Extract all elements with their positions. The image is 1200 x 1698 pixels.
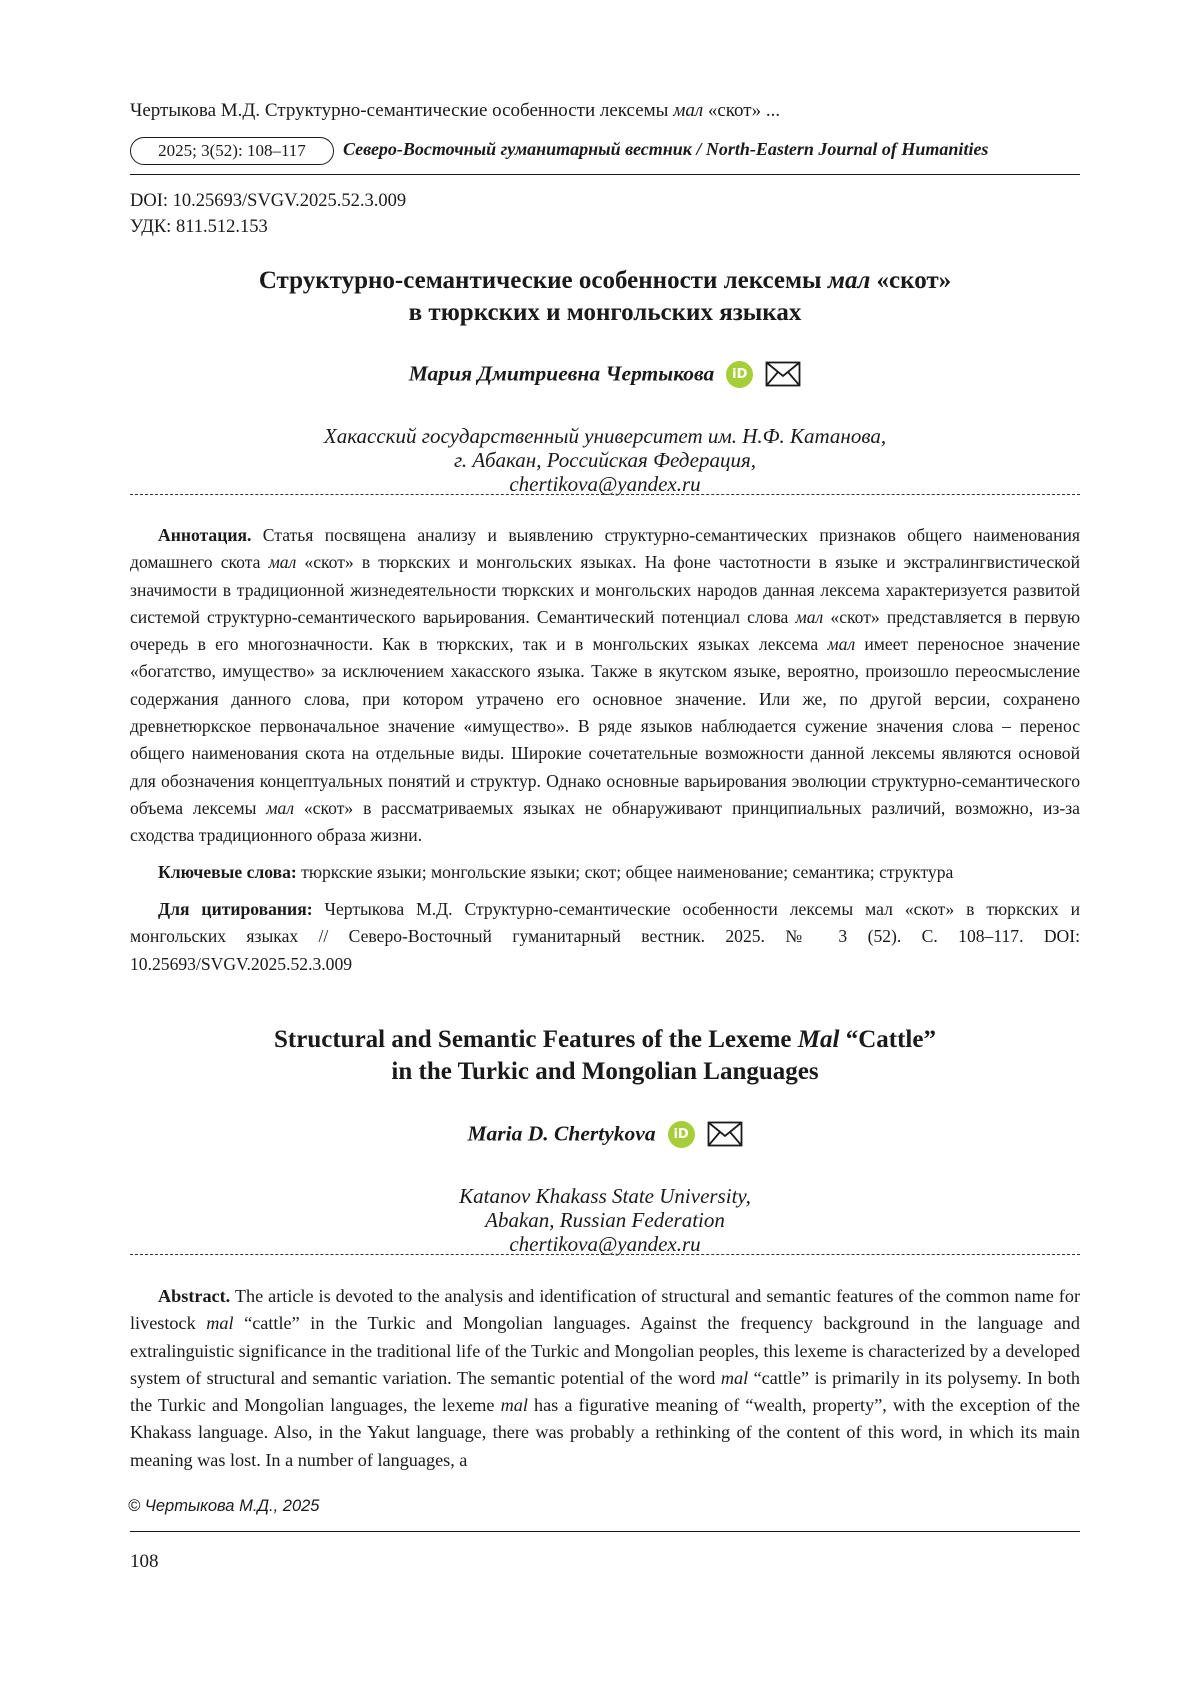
orcid-icon[interactable]: iD	[668, 1121, 695, 1148]
header-divider	[130, 174, 1080, 175]
running-title: Чертыкова М.Д. Структурно-семантические особенности лексемы мал «скот» ...	[130, 100, 781, 121]
ru-citation: Для цитирования: Чертыкова М.Д. Структурно-семантические особенности лексемы мал «скот» в тюркских и монгольских языках // Северо-Восточный гуманитарный вестник. 2025. № 3 (52). С. 108–117. DOI: 10.25693/SVGV.2025.52.3.009	[130, 899, 1080, 974]
en-article-title: Structural and Semantic Features of the Lexeme Mal “Cattle” in the Turkic and Mongolian Languages	[274, 1026, 936, 1085]
en-affiliation: Katanov Khakass State University, Abakan, Russian Federation chertikova@yandex.ru	[130, 1184, 1080, 1256]
ru-article-title: Структурно-семантические особенности лексемы мал «скот» в тюркских и монгольских языках	[258, 267, 952, 326]
journal-name: Северо-Восточный гуманитарный вестник / North-Eastern Journal of Humanities	[343, 139, 989, 159]
ru-author-row	[130, 360, 1080, 388]
mail-icon[interactable]	[707, 1121, 743, 1147]
dashed-divider	[130, 494, 1080, 495]
ru-author-name: Мария Дмитриевна Чертыкова	[408, 361, 715, 386]
orcid-icon[interactable]: iD	[726, 361, 753, 388]
ru-keywords: Ключевые слова: тюркские языки; монгольские языки; скот; общее наименование; семантика; структура	[158, 862, 954, 882]
doi[interactable]: DOI: 10.25693/SVGV.2025.52.3.009	[130, 191, 407, 211]
mail-icon[interactable]	[765, 361, 801, 387]
footer-divider	[130, 1531, 1080, 1532]
en-author-name: Maria D. Chertykova	[467, 1121, 656, 1146]
ru-email[interactable]: chertikova@yandex.ru	[509, 472, 701, 496]
issue-reference: 2025; 3(52): 108–117	[130, 137, 334, 165]
ru-abstract: Аннотация. Статья посвящена анализу и выявлению структурно-семантических признаков общего наименования домашнего скота мал «скот» в тюркских и монгольских языках. На фоне частотности в языке и экстралингвистической значимости в традиционной жизнедеятельности тюркских и монгольских народов данная лексема характеризуется развитой системой структурно-семантического варьирования. Семантический потенциал слова мал «скот» представляется в первую очередь в его многозначности. Как в тюркских, так и в монгольских языках лексема мал имеет переносное значение «богатство, имущество» за исключением хакасского языка. Также в якутском языке, вероятно, произошло переосмысление содержания данного слова, при котором утрачено его основное значение. Или же, по другой версии, сохранено древнетюркское первоначальное значение «имущество». В ряде языков наблюдается сужение значения слова – перенос общего наименования скота на отдельные виды. Широкие сочетательные возможности данной лексемы являются основой для обозначения концептуальных понятий и структур. Однако основные варьирования эволюции структурно-семантического объема лексемы мал «скот» в рассматриваемых языках не обнаруживают принципиальных различий, возможно, из-за сходства традиционного образа жизни.	[130, 525, 1080, 846]
en-author-row	[130, 1120, 1080, 1148]
udk: УДК: 811.512.153	[130, 217, 268, 237]
en-abstract: Abstract. The article is devoted to the analysis and identification of structural and semantic features of the common name for livestock mal “cattle” in the Turkic and Mongolian languages. Against the frequency background in the language and extralinguistic significance in the traditional life of the Turkic and Mongolian peoples, this lexeme is characterized by a developed system of structural and semantic variation. The semantic potential of the word mal “cattle” is primarily in its polysemy. In both the Turkic and Mongolian languages, the lexeme mal has a figurative meaning of “wealth, property”, with the exception of the Khakass language. Also, in the Yakut language, there was probably a rethinking of the content of this word, in which its main meaning was lost. In a number of languages, a	[130, 1286, 1080, 1470]
copyright-notice: © Чертыкова М.Д., 2025	[128, 1497, 320, 1515]
dashed-divider	[130, 1254, 1080, 1255]
page-number: 108	[130, 1551, 159, 1572]
en-email[interactable]: chertikova@yandex.ru	[509, 1232, 701, 1256]
ru-affiliation: Хакасский государственный университет им. Н.Ф. Катанова, г. Абакан, Российская Федерация, chertikova@yandex.ru	[130, 424, 1080, 496]
